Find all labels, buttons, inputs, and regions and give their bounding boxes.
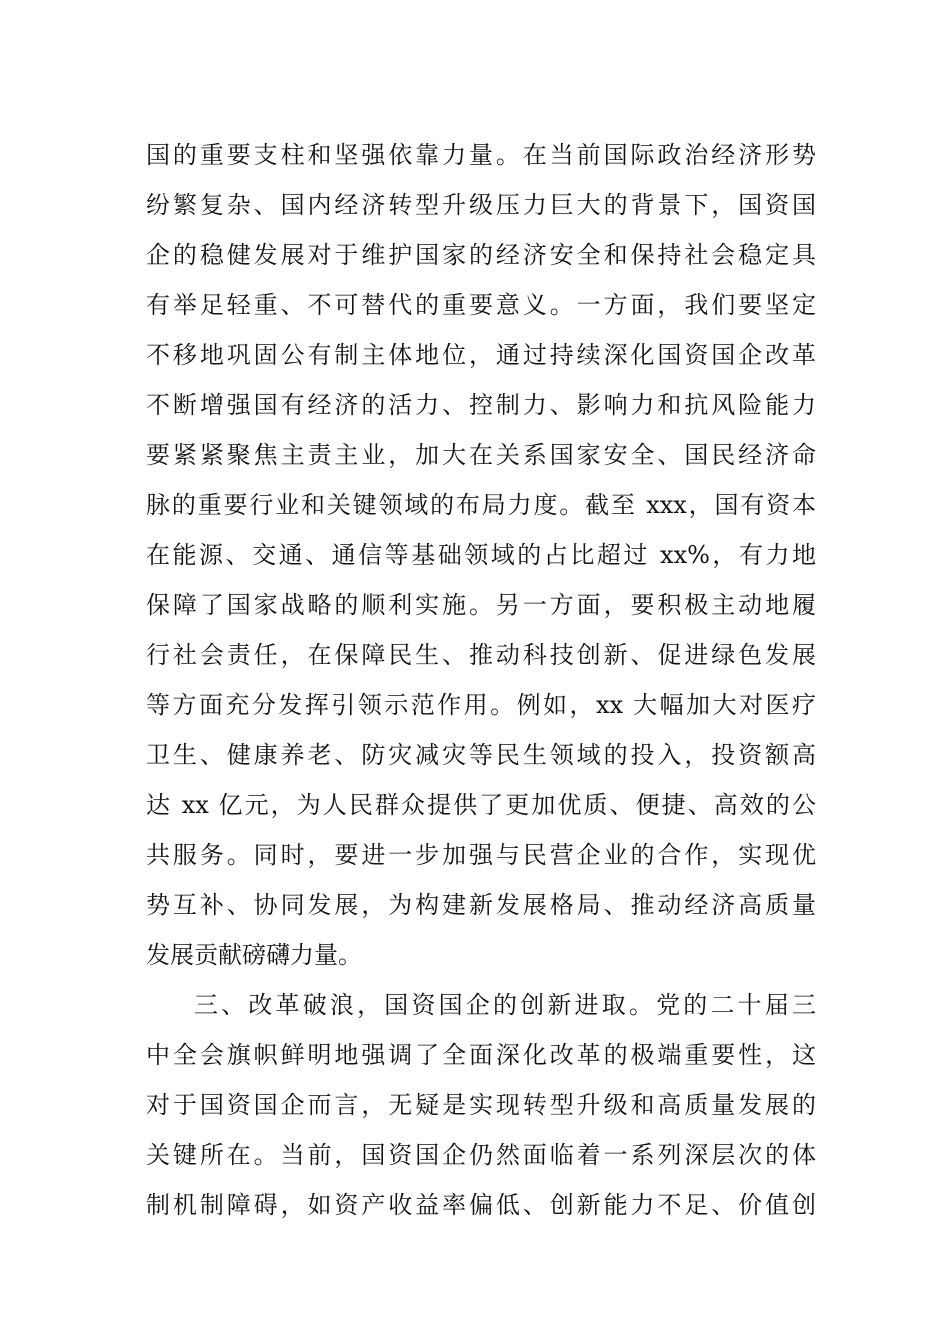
text-line: 达 xx 亿元，为人民群众提供了更加优质、便捷、高效的公 [146, 791, 816, 819]
section-heading-line: 三、改革破浪，国资国企的创新进取。党的二十届三 [194, 991, 816, 1019]
text-line: 纷繁复杂、国内经济转型升级压力巨大的背景下，国资国 [146, 191, 816, 219]
paragraph-1 [146, 130, 816, 980]
text-line: 发展贡献磅礴力量。 [146, 941, 362, 969]
text-line: 在能源、交通、通信等基础领域的占比超过 xx%，有力地 [146, 541, 816, 569]
text-line: 对于国资国企而言，无疑是实现转型升级和高质量发展的 [146, 1091, 816, 1119]
text-line: 不移地巩固公有制主体地位，通过持续深化国资国企改革 [146, 341, 816, 369]
text-line: 势互补、协同发展，为构建新发展格局、推动经济高质量 [146, 891, 816, 919]
text-line: 脉的重要行业和关键领域的布局力度。截至 xxx，国有资本 [146, 491, 816, 519]
text-line: 国的重要支柱和坚强依靠力量。在当前国际政治经济形势 [146, 141, 816, 169]
text-line: 不断增强国有经济的活力、控制力、影响力和抗风险能力 [146, 391, 816, 419]
text-line: 行社会责任，在保障民生、推动科技创新、促进绿色发展 [146, 641, 816, 669]
document-body [146, 130, 816, 1230]
text-line: 共服务。同时，要进一步加强与民营企业的合作，实现优 [146, 841, 816, 869]
text-line: 要紧紧聚焦主责主业，加大在关系国家安全、国民经济命 [146, 441, 816, 469]
text-line: 等方面充分发挥引领示范作用。例如，xx 大幅加大对医疗 [146, 691, 816, 719]
text-line: 有举足轻重、不可替代的重要意义。一方面，我们要坚定 [146, 291, 816, 319]
text-line: 关键所在。当前，国资国企仍然面临着一系列深层次的体 [146, 1141, 816, 1169]
text-line: 企的稳健发展对于维护国家的经济安全和保持社会稳定具 [146, 241, 816, 269]
paragraph-2 [146, 980, 816, 1230]
text-line: 制机制障碍，如资产收益率偏低、创新能力不足、价值创 [146, 1191, 816, 1219]
text-line: 中全会旗帜鲜明地强调了全面深化改革的极端重要性，这 [146, 1041, 816, 1069]
text-line: 保障了国家战略的顺利实施。另一方面，要积极主动地履 [146, 591, 816, 619]
text-line: 卫生、健康养老、防灾减灾等民生领域的投入，投资额高 [146, 741, 816, 769]
